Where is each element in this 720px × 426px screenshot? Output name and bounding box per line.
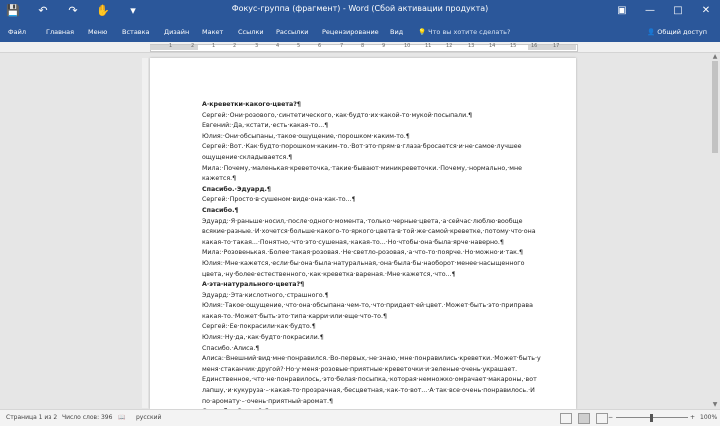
ruler-mark: 8: [361, 43, 365, 49]
window-title: Фокус-группа (фрагмент) - Word (Сбой активации продукта): [231, 4, 489, 13]
document-paragraph[interactable]: Юлия:·Мне·кажется,·если·бы·она·была·натуральная,·она·была·бы·наоборот·менее·насыщенного: [202, 259, 525, 267]
ruler-mark: 1: [212, 43, 216, 49]
ruler-mark: 15: [510, 43, 517, 49]
document-paragraph[interactable]: Юлия:·Такое·ощущение,·что·она·обсыпана·чем-то,·что·придает·ей·цвет.·Может·быть·это·приправа: [202, 302, 533, 310]
person-icon: 👤: [647, 28, 656, 36]
ruler-mark: 5: [297, 43, 301, 49]
customize-icon[interactable]: ▾: [130, 4, 136, 17]
document-paragraph[interactable]: Сергей:·Просто·в·сушеном·виде·она·как-то...¶: [202, 196, 356, 204]
document-paragraph[interactable]: Эдуард:·Эта·кислотного,·страшного.¶: [202, 291, 329, 299]
document-paragraph[interactable]: Сергей:·Ее·покрасили·как·будто.¶: [202, 323, 316, 331]
document-paragraph[interactable]: Мила:·Почему,·маленькая·креветочка,·такие·бывают·миникреветочки.·Почему,·нормально,·мне: [202, 164, 522, 172]
tell-me-search[interactable]: [418, 22, 510, 42]
share-button[interactable]: [644, 26, 710, 39]
ruler-mark: 3: [255, 43, 259, 49]
zoom-in-icon[interactable]: +: [690, 414, 696, 421]
tab-menu[interactable]: Меню: [88, 28, 108, 36]
search-placeholder: Что вы хотите сделать?: [428, 28, 511, 36]
document-paragraph[interactable]: А·эта·натурального·цвета?¶: [202, 281, 305, 289]
horizontal-ruler[interactable]: [0, 42, 720, 53]
document-body[interactable]: [202, 100, 560, 418]
proofing-icon[interactable]: 📖: [118, 414, 126, 421]
scroll-down-icon[interactable]: ▼: [712, 401, 718, 408]
document-paragraph[interactable]: лапшу,·и·кукуруза·–·какая-то·прозрачная,·бесцветная,·как-то·вот...·А·так·все·очень·понравилось.·И: [202, 387, 535, 395]
document-paragraph[interactable]: по·аромату·–·очень·приятный·аромат.¶: [202, 397, 333, 405]
ruler-mark: 2: [233, 43, 237, 49]
ribbon-tabs: [0, 22, 720, 42]
zoom-level[interactable]: 100%: [700, 414, 718, 421]
tab-references[interactable]: Ссылки: [238, 28, 264, 36]
vertical-ruler: [142, 58, 148, 408]
document-paragraph[interactable]: А·креветки·какого·цвета?¶: [202, 101, 301, 108]
status-bar: [0, 409, 720, 426]
web-layout-icon[interactable]: [596, 413, 608, 424]
zoom-out-icon[interactable]: −: [608, 414, 614, 421]
save-icon[interactable]: 💾: [6, 4, 20, 17]
share-label: Общий доступ: [657, 28, 707, 36]
document-paragraph[interactable]: какая-то.·Может·быть·это·типа·карри·или·еще·что-то.¶: [202, 312, 388, 320]
page-count[interactable]: Страница 1 из 2: [6, 414, 58, 421]
document-page[interactable]: [150, 58, 576, 409]
ruler-mark: 2: [191, 43, 195, 49]
lightbulb-icon: 💡: [418, 28, 427, 36]
ruler-mark: 1: [169, 43, 173, 49]
vertical-scrollbar[interactable]: [710, 53, 720, 409]
document-paragraph[interactable]: Юлия:·Они·обсыпаны,·такое·ощущение,·порошком·каким-то.¶: [202, 132, 410, 140]
redo-icon[interactable]: ↷: [68, 4, 78, 17]
minimize-icon[interactable]: —: [645, 5, 655, 16]
close-icon[interactable]: ✕: [701, 5, 711, 16]
tab-file[interactable]: Файл: [8, 28, 26, 36]
scroll-thumb[interactable]: [712, 61, 718, 153]
document-paragraph[interactable]: Сергей:·Вот.·Как·будто·порошком·каким-то.·Вот·это·прям·в·глаза·бросается·и·не·самое·лучшее: [202, 143, 522, 151]
print-layout-icon[interactable]: [578, 413, 590, 424]
ruler-mark: 12: [446, 43, 453, 49]
tab-layout[interactable]: Макет: [202, 28, 224, 36]
document-paragraph[interactable]: Сергей:·Они·розового,·синтетического,·как·будто·их·какой-то·мукой·посыпали.¶: [202, 111, 473, 119]
tab-review[interactable]: Рецензирование: [322, 28, 379, 36]
zoom-slider-knob[interactable]: [650, 414, 653, 422]
document-paragraph[interactable]: Спасибо.¶: [202, 206, 239, 214]
document-paragraph[interactable]: Единственное,·что·не·понравилось,·это·белая·посыпка,·которая·немножко·омрачает·макароны,·вот: [202, 376, 537, 384]
document-paragraph[interactable]: Евгений:·Да,·кстати,·есть·какая-то...¶: [202, 122, 329, 130]
ruler-mark: 11: [425, 43, 432, 49]
tab-insert[interactable]: Вставка: [122, 28, 150, 36]
restore-icon[interactable]: □: [673, 5, 683, 16]
ruler-mark: 17: [553, 43, 560, 49]
ruler-mark: 7: [340, 43, 344, 49]
tab-mailings[interactable]: Рассылки: [276, 28, 309, 36]
document-paragraph[interactable]: кажется.¶: [202, 175, 237, 183]
document-paragraph[interactable]: Мила:·Розовенькая.·Более·такая·розовая.·Не·светло-розовая,·а·что-то·поярче.·Но·можно·и·так.¶: [202, 249, 523, 257]
word-count[interactable]: Число слов: 396: [62, 414, 113, 421]
ruler-mark: 13: [468, 43, 475, 49]
undo-icon[interactable]: ↶: [38, 4, 48, 17]
document-paragraph[interactable]: всякие·разные.·И·хочется·больше·какого-то·яркого·цвета·в·той·же·самой·креветке,·потому·что·она: [202, 228, 536, 236]
document-paragraph[interactable]: ощущение·складывается.¶: [202, 153, 293, 161]
ruler-marks: [150, 42, 576, 52]
document-paragraph[interactable]: Юлия:·Ну·да,·как·будто·покрасили.¶: [202, 334, 324, 342]
language[interactable]: русский: [136, 414, 162, 421]
touch-icon[interactable]: ✋: [96, 4, 110, 17]
document-paragraph[interactable]: Спасибо.·Алиса.¶: [202, 344, 260, 352]
window-buttons: [608, 0, 720, 22]
ruler-mark: 9: [382, 43, 386, 49]
scroll-up-icon[interactable]: ▲: [712, 53, 718, 60]
document-paragraph[interactable]: Алиса:·Внешний·вид·мне·понравился.·Во-первых,·не·знаю,·мне·понравились·креветки.·Может·быть·у: [202, 355, 541, 363]
ruler-mark: 4: [276, 43, 280, 49]
document-paragraph[interactable]: меня·стаканчик·другой?·Но·у·меня·розовые·приятные·креветочки·и·зеленые·очень·украшает.: [202, 365, 518, 373]
ruler-mark: 6: [318, 43, 322, 49]
read-mode-icon[interactable]: [560, 413, 572, 424]
ruler-mark: 14: [489, 43, 496, 49]
ribbon-display-icon[interactable]: ▣: [617, 5, 627, 16]
document-paragraph[interactable]: Эдуард:·Я·раньше·носил,·после·одного·момента,·только·черные·цвета,·а·сейчас·люблю·вообще: [202, 217, 523, 225]
tab-view[interactable]: Вид: [390, 28, 404, 36]
tab-home[interactable]: Главная: [46, 28, 75, 36]
document-paragraph[interactable]: какая-то·такая...·Понятно,·что·это·сушеная,·какая-то...·Но·чтобы·она·была·ярче·наверно.¶: [202, 238, 504, 246]
ruler-mark: 16: [531, 43, 538, 49]
title-bar: [0, 0, 720, 22]
ruler-mark: 10: [404, 43, 411, 49]
document-paragraph[interactable]: Спасибо.·Эдуард.¶: [202, 185, 271, 193]
document-paragraph[interactable]: цвета,·ну·более·естественного,·как·креветка·вареная.·Мне·кажется,·что...¶: [202, 270, 456, 278]
tab-design[interactable]: Дизайн: [164, 28, 190, 36]
